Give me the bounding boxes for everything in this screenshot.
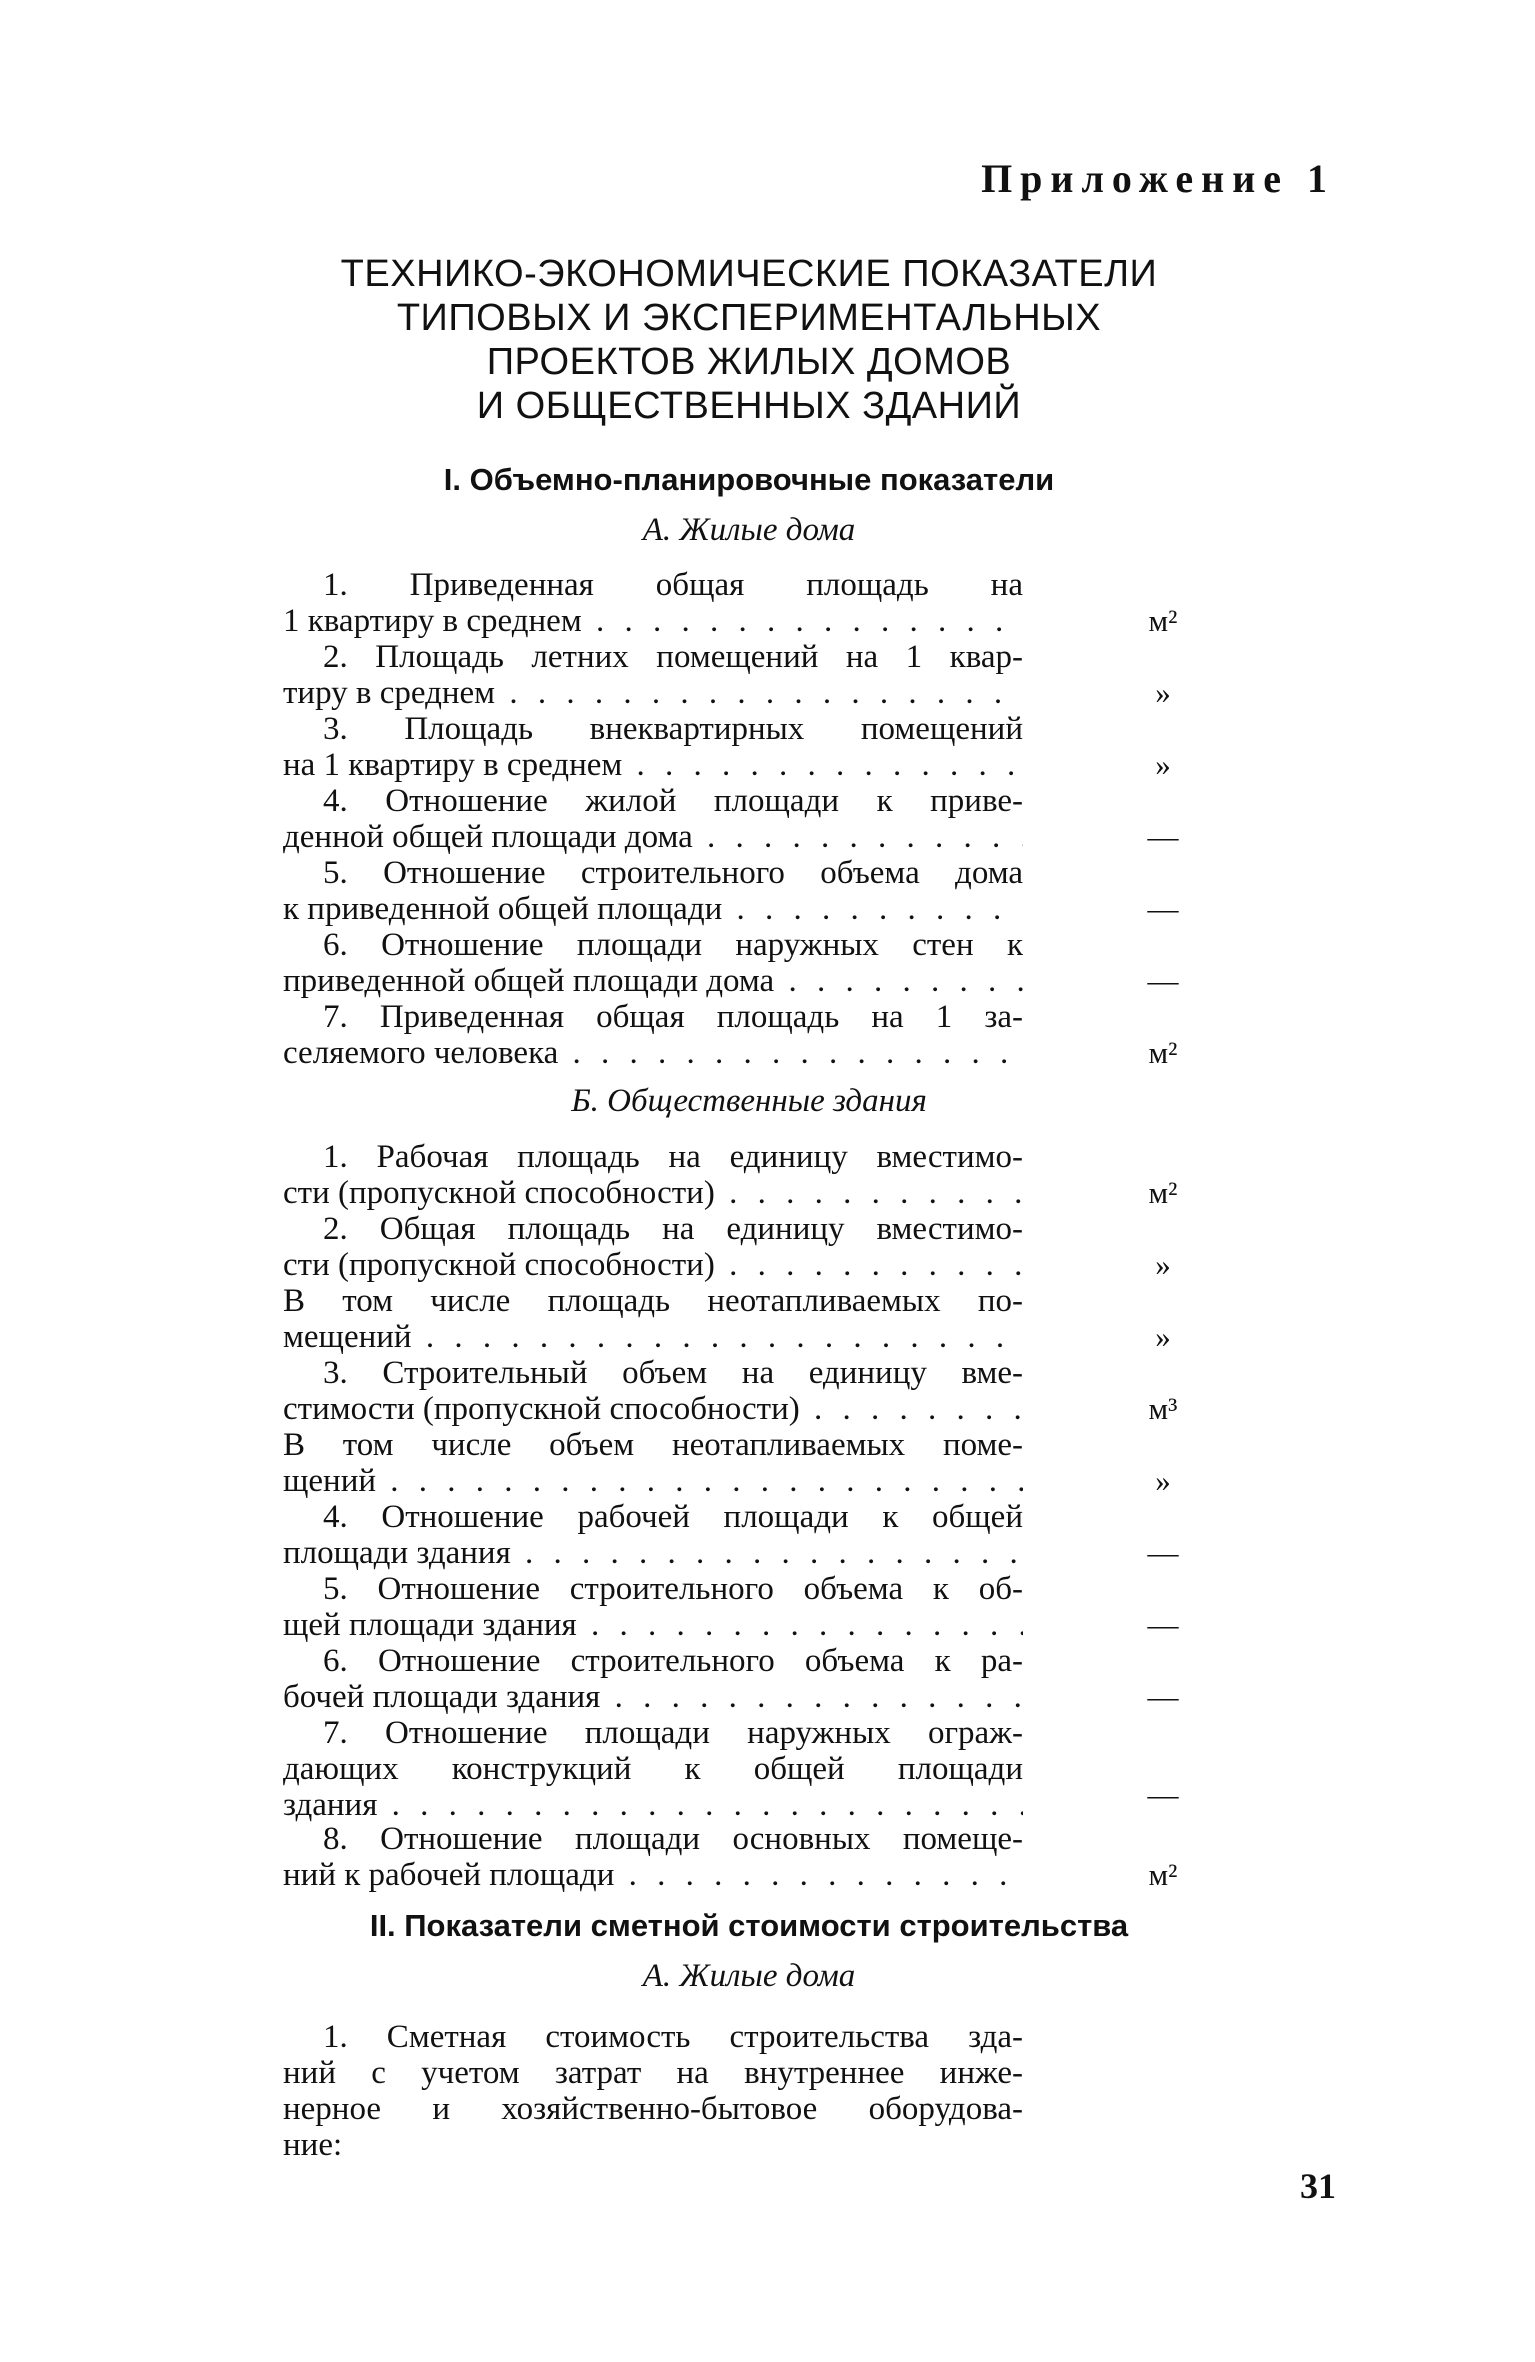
item-line: щей площади здания . . . (283, 1607, 1023, 1643)
section-2-heading: II. Показатели сметной стоимости строительства (369, 1908, 1129, 1943)
list-item (283, 2019, 1023, 2163)
unit-label: м² (1148, 1175, 1178, 1210)
item-line: 5. Отношение строительного объема дома (323, 855, 1023, 891)
item-line: тиру в среднем . . . (283, 675, 1023, 711)
item-line: 5. Отношение строительного объема к об- (323, 1571, 1023, 1607)
item-line: 1. Сметная стоимость строительства зда- (323, 2019, 1023, 2055)
unit-label: м² (1148, 1857, 1178, 1892)
unit-label: м² (1148, 1035, 1178, 1070)
item-line: приведенной общей площади дома . . . (283, 963, 1023, 999)
item-line: сти (пропускной способности) . . . (283, 1247, 1023, 1283)
item-line: 6. Отношение строительного объема к ра- (323, 1643, 1023, 1679)
title-line: ПРОЕКТОВ ЖИЛЫХ ДОМОВ (486, 341, 1012, 383)
list-item (283, 1211, 1023, 1283)
item-line: сти (пропускной способности) . . . (283, 1175, 1023, 1211)
unit-label: — (1147, 963, 1179, 998)
item-line: 1. Рабочая площадь на единицу вместимо- (323, 1139, 1023, 1175)
unit-label: » (1155, 1463, 1171, 1498)
list-item (283, 1427, 1023, 1499)
list-item (283, 711, 1023, 783)
list-item (283, 927, 1023, 999)
list-item (283, 999, 1023, 1071)
unit-label: — (1147, 819, 1179, 854)
section-1a-heading: А. Жилые дома (642, 512, 856, 548)
item-line: селяемого человека . . . (283, 1035, 1023, 1071)
item-line: стимости (пропускной способности) . . . (283, 1391, 1023, 1427)
item-line: 1 квартиру в среднем . . . (283, 603, 1023, 639)
item-line: 3. Площадь внеквартирных помещений (323, 711, 1023, 747)
list-item (283, 1715, 1023, 1823)
unit-label: » (1155, 675, 1171, 710)
list-item (283, 1355, 1023, 1427)
item-line: здания . . . (283, 1787, 1023, 1823)
item-line: 2. Площадь летних помещений на 1 квар- (323, 639, 1023, 675)
item-line: 6. Отношение площади наружных стен к (323, 927, 1023, 963)
item-line: мещений . . . (283, 1319, 1023, 1355)
item-line: бочей площади здания . . . (283, 1679, 1023, 1715)
unit-label: — (1147, 1777, 1179, 1812)
unit-label: » (1155, 1247, 1171, 1282)
page-number: 31 (1300, 2166, 1336, 2206)
item-line: дающих конструкций к общей площади (283, 1751, 1023, 1787)
list-item (283, 855, 1023, 927)
item-line: на 1 квартиру в среднем . . . (283, 747, 1023, 783)
section-2a-heading: А. Жилые дома (642, 1958, 856, 1994)
item-line: 4. Отношение рабочей площади к общей (323, 1499, 1023, 1535)
appendix-label: Приложение 1 (981, 156, 1335, 201)
item-line: В том числе объем неотапливаемых поме- (283, 1427, 1023, 1463)
list-item (283, 567, 1023, 639)
item-line: 7. Отношение площади наружных ограж- (323, 1715, 1023, 1751)
title-line: И ОБЩЕСТВЕННЫХ ЗДАНИЙ (476, 385, 1022, 427)
unit-label: » (1155, 1319, 1171, 1354)
unit-label: — (1147, 891, 1179, 926)
list-item (283, 783, 1023, 855)
list-item (283, 1571, 1023, 1643)
item-line: к приведенной общей площади . . . (283, 891, 1023, 927)
item-line: 7. Приведенная общая площадь на 1 за- (323, 999, 1023, 1035)
list-item (283, 1821, 1023, 1893)
item-line: денной общей площади дома . . . (283, 819, 1023, 855)
item-line: нерное и хозяйственно-бытовое оборудова- (283, 2091, 1023, 2127)
item-line: площади здания . . . (283, 1535, 1023, 1571)
item-line: ние: (283, 2127, 343, 2163)
section-1b-heading: Б. Общественные здания (571, 1083, 927, 1119)
item-line: 1. Приведенная общая площадь на (323, 567, 1023, 603)
item-line: 4. Отношение жилой площади к приве- (323, 783, 1023, 819)
item-line: 8. Отношение площади основных помеще- (323, 1821, 1023, 1857)
item-line: ний к рабочей площади . . . (283, 1857, 1023, 1893)
list-item (283, 1643, 1023, 1715)
item-line: 2. Общая площадь на единицу вместимо- (323, 1211, 1023, 1247)
item-line: ний с учетом затрат на внутреннее инже- (283, 2055, 1023, 2091)
title-line: ТЕХНИКО-ЭКОНОМИЧЕСКИЕ ПОКАЗАТЕЛИ (340, 253, 1158, 295)
list-item (283, 1499, 1023, 1571)
unit-label: — (1147, 1607, 1179, 1642)
unit-label: — (1147, 1535, 1179, 1570)
unit-label: м³ (1148, 1391, 1178, 1426)
unit-label: » (1155, 747, 1171, 782)
unit-label: м² (1148, 603, 1178, 638)
item-line: щений . . . (283, 1463, 1023, 1499)
item-line: В том числе площадь неотапливаемых по- (283, 1283, 1023, 1319)
unit-label: — (1147, 1679, 1179, 1714)
title-line: ТИПОВЫХ И ЭКСПЕРИМЕНТАЛЬНЫХ (396, 297, 1102, 339)
list-item (283, 1283, 1023, 1355)
item-line: 3. Строительный объем на единицу вме- (323, 1355, 1023, 1391)
list-item (283, 639, 1023, 711)
section-1-heading: I. Объемно-планировочные показатели (443, 462, 1055, 497)
list-item (283, 1139, 1023, 1211)
document-title (240, 252, 1258, 428)
